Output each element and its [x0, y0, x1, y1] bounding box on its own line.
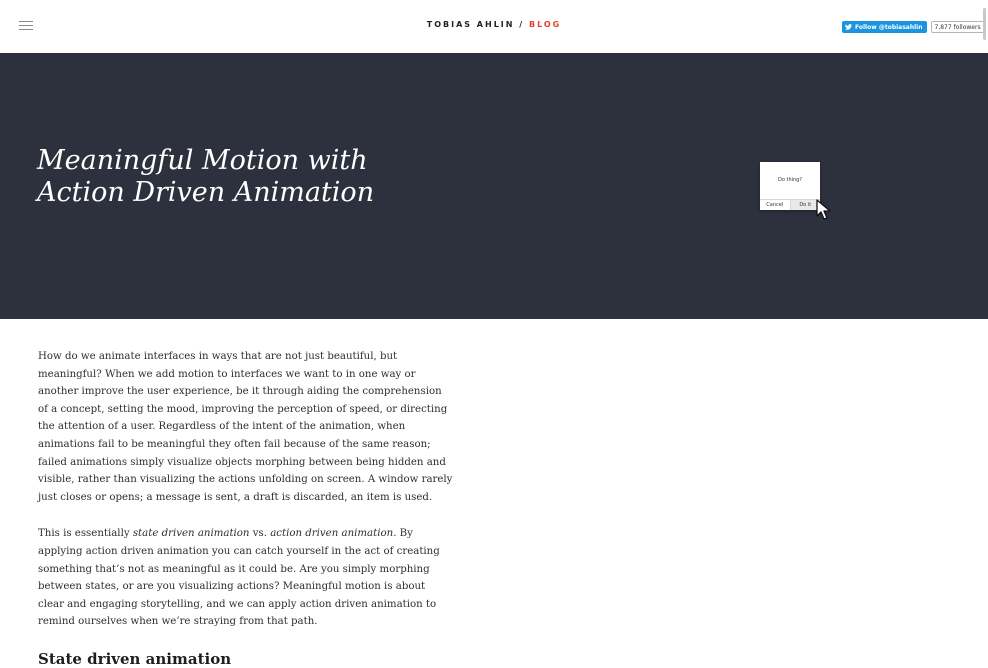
twitter-follow-widget	[842, 21, 985, 33]
scrollbar-thumb[interactable]	[983, 8, 986, 40]
twitter-follower-count[interactable]: 7,877 followers	[931, 21, 985, 33]
mouse-pointer-icon	[816, 199, 832, 221]
site-name[interactable]: TOBIAS AHLIN	[426, 20, 515, 29]
p2-rest: . By applying action driven animation you can catch yourself in the act of creating something that’s not as meaningful as it could be. Are you simply morphing between states, or are you visualizing actions? Meaningful motion is about clear and engaging storytelling, and we can apply action driven animation to remind ourselves when we’re straying from that path.	[38, 528, 440, 628]
page-title: Meaningful Motion with Action Driven Animation	[37, 145, 375, 208]
dialog-message: Do thing?	[777, 177, 802, 183]
article-intro-paragraph: How do we animate interfaces in ways that are not just beautiful, but meaningful? When we add motion to interfaces we want to in one way or another improve the user experience, be it through aiding the comprehension of a concept, setting the mood, improving the perception of speed, or directing the attention of a user. Regardless of the intent of the animation, when animations fail to be meaningful they often fail because of the same reason; failed animations simply visualize objects morphing between being hidden and visible, rather than visualizing the actions unfolding on screen. A window rarely just closes or opens; a message is sent, a draft is discarded, an item is used.	[38, 351, 453, 503]
term-action-driven: action driven animation	[270, 528, 394, 540]
term-state-driven: state driven animation	[132, 528, 250, 540]
dialog-actions	[760, 199, 820, 210]
dialog-confirm-button[interactable]: Do it	[790, 200, 821, 210]
twitter-bird-icon	[845, 24, 852, 30]
twitter-follow-label: Follow @tobiasahlin	[855, 23, 923, 31]
blog-link[interactable]: BLOG	[528, 20, 562, 29]
p2-lead: This is essentially	[38, 528, 133, 540]
article-body	[38, 348, 454, 668]
dialog-cancel-button[interactable]: Cancel	[766, 202, 784, 208]
section-heading: State driven animation	[38, 649, 232, 668]
article-paragraph-2	[38, 525, 454, 631]
site-title[interactable]	[0, 20, 988, 29]
twitter-follow-button[interactable]	[842, 21, 927, 33]
title-separator: /	[514, 20, 529, 29]
p2-mid: vs.	[249, 528, 271, 540]
site-header	[0, 0, 988, 53]
demo-dialog	[760, 162, 820, 210]
hero-banner	[0, 53, 988, 319]
